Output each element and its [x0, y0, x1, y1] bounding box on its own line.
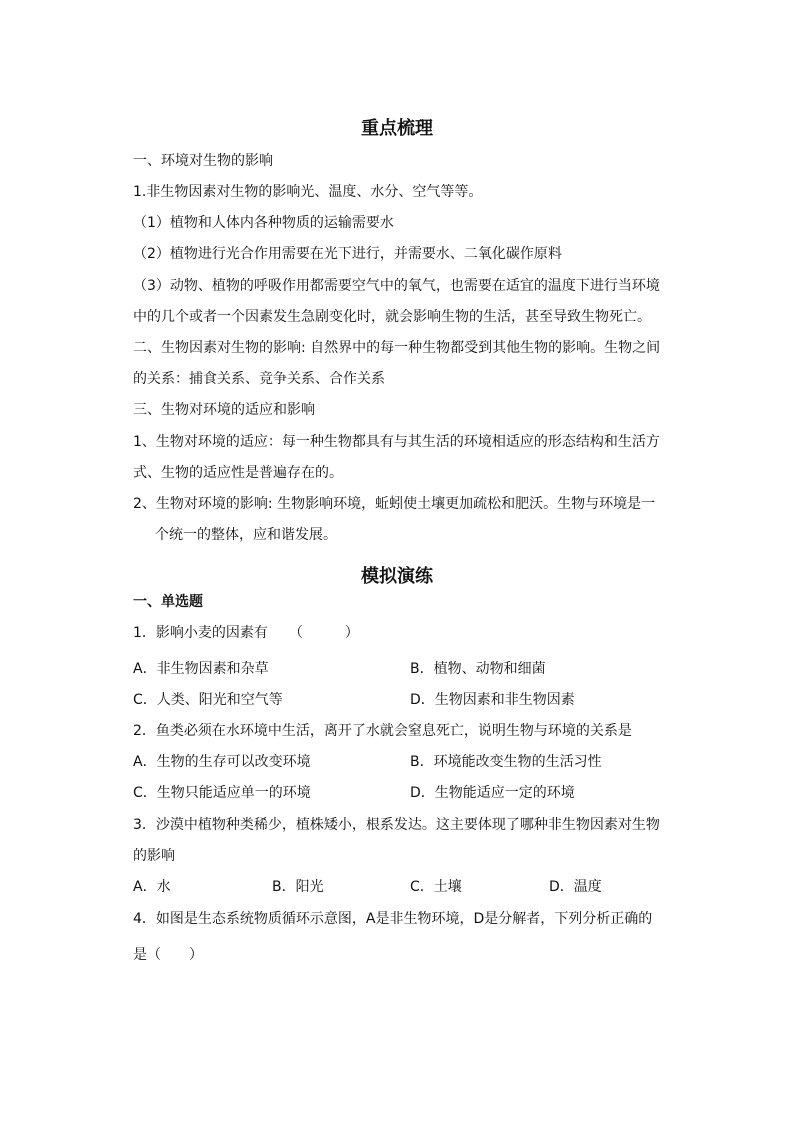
question-4-stem: 4．如图是生态系统物质循环示意图，A是非生物环境，D是分解者，下列分析正确的	[133, 911, 653, 927]
text-line: 中的几个或者一个因素发生急剧变化时，就会影响生物的生活，甚至导致生物死亡。	[133, 309, 651, 325]
text-line: 1.非生物因素对生物的影响光、温度、水分、空气等等。	[133, 184, 483, 200]
text-line: （2）植物进行光合作用需要在光下进行，并需要水、二氧化碳作原料	[133, 246, 562, 262]
question-1-option-d: D．生物因素和非生物因素	[410, 692, 575, 708]
question-2-stem: 2．鱼类必须在水环境中生活，离开了水就会窒息死亡，说明生物与环境的关系是	[133, 723, 632, 739]
question-2-option-d: D．生物能适应一定的环境	[410, 785, 575, 801]
text-line: 的关系：捕食关系、竞争关系、合作关系	[133, 371, 385, 387]
question-3-option-a: A．水	[133, 879, 171, 895]
question-1-option-a: A．非生物因素和杂草	[133, 661, 269, 677]
text-line: （3）动物、植物的呼吸作用都需要空气中的氧气，也需要在适宜的温度下进行当环境	[133, 278, 660, 294]
question-1-option-c: C．人类、阳光和空气等	[133, 692, 283, 708]
question-2-option-a: A．生物的生存可以改变环境	[133, 754, 311, 770]
text-line: （1）植物和人体内各种物质的运输需要水	[133, 215, 394, 231]
section-title-practice: 模拟演练	[361, 566, 433, 587]
question-3-stem: 3．沙漠中植物种类稀少，植株矮小，根系发达。这主要体现了哪种非生物因素对生物	[133, 817, 660, 833]
question-3-stem-continued: 的影响	[133, 848, 175, 864]
question-3-option-b: B．阳光	[272, 879, 324, 895]
text-line: 式、生物的适应性是普遍存在的。	[133, 465, 343, 481]
question-1-option-b: B．植物、动物和细菌	[410, 661, 546, 677]
question-2-option-b: B．环境能改变生物的生活习性	[410, 754, 602, 770]
text-line: 1、生物对环境的适应：每一种生物都具有与其生活的环境相适应的形态结构和生活方	[133, 434, 660, 450]
heading-environment-effect: 一、环境对生物的影响	[133, 153, 273, 169]
question-4-stem-continued: 是（ ）	[133, 947, 203, 963]
question-1-stem: 1．影响小麦的因素有 （ ）	[133, 625, 359, 641]
question-3-option-c: C．土壤	[410, 879, 462, 895]
heading-adaptation: 三、生物对环境的适应和影响	[133, 402, 315, 418]
section-title-key-points: 重点梳理	[361, 118, 433, 139]
text-line: 个统一的整体，应和谐发展。	[155, 527, 337, 543]
question-3-option-d: D．温度	[549, 879, 602, 895]
heading-biotic-factors: 二、生物因素对生物的影响: 自然界中的每一种生物都受到其他生物的影响。生物之间	[133, 340, 661, 356]
subheading-single-choice: 一、单选题	[133, 594, 203, 610]
text-line: 2、生物对环境的影响: 生物影响环境，蚯蚓使土壤更加疏松和肥沃。生物与环境是一	[133, 496, 656, 512]
question-2-option-c: C．生物只能适应单一的环境	[133, 785, 311, 801]
